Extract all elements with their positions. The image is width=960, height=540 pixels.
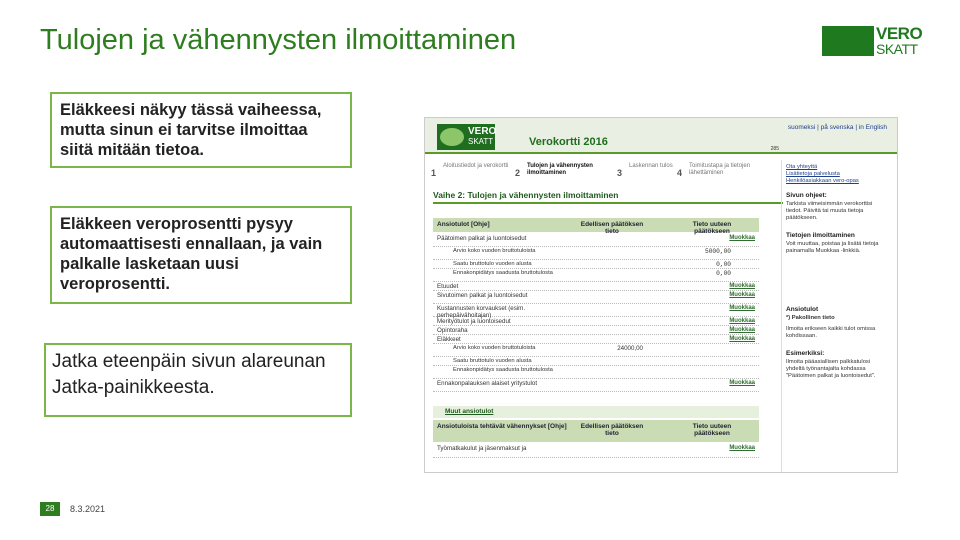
row-label: Ennakonpalauksen alaiset yritystulot	[437, 380, 538, 387]
table-row	[433, 291, 759, 304]
required-note: *) Pakollinen tieto	[786, 315, 835, 321]
edit-link[interactable]: Muokkaa	[729, 318, 755, 324]
step-number: 1	[431, 168, 437, 178]
step-label: Laskennan tulos	[629, 163, 673, 169]
slide-title: Tulojen ja vähennysten ilmoittaminen	[40, 24, 517, 56]
edit-link[interactable]: Muokkaa	[729, 336, 755, 342]
screenshot-verokortti	[424, 117, 898, 473]
step-label: Toimitustapa ja tietojen lähettäminen	[689, 163, 751, 176]
edit-link[interactable]: Muokkaa	[729, 235, 755, 241]
table-row	[433, 326, 759, 335]
table-row	[433, 344, 759, 357]
edit-link[interactable]: Muokkaa	[729, 283, 755, 289]
col-new: Tieto uuteen päätökseen	[692, 423, 732, 437]
phase-divider	[433, 202, 783, 204]
edit-link[interactable]: Muokkaa	[729, 445, 755, 451]
user-id: 285	[770, 146, 779, 152]
callout-pension-visible: Eläkkeesi näkyy tässä vaiheessa, mutta sinun ei tarvitse ilmoittaa siitä mitään tietoa.	[50, 92, 352, 168]
row-label: Arvio koko vuoden bruttotuloista	[453, 345, 536, 351]
income-table-header	[433, 218, 759, 235]
more-income-link[interactable]	[433, 406, 759, 418]
earnings-help-text: Ilmoita erikseen kaikki tulot omissa kohdissaan.	[786, 326, 876, 339]
page-number: 28	[40, 502, 60, 516]
table-row	[433, 444, 759, 458]
phase-title: Vaihe 2: Tulojen ja vähennysten ilmoittaminen	[433, 190, 619, 200]
leaf-icon	[440, 128, 464, 146]
step-indicator	[431, 160, 781, 186]
example-text: Ilmoita pääasiallisen palkkatulosi yhdeltä työnantajalta kohdassa "Päätoimen palkat ja luontoisedut".	[786, 359, 876, 379]
table-row	[433, 260, 759, 269]
table-row	[433, 304, 759, 317]
table-row	[433, 282, 759, 291]
step-number: 2	[515, 168, 521, 178]
service-info-link[interactable]: Lisätietoja palvelusta	[786, 171, 840, 177]
row-label: Merityötulot ja luontoisedut	[437, 318, 511, 325]
example-title: Esimerkiksi:	[786, 350, 825, 357]
edit-link[interactable]: Muokkaa	[729, 327, 755, 333]
row-label: Eläkkeet	[437, 336, 461, 343]
row-label: Sivutoimen palkat ja luontoisedut	[437, 292, 528, 299]
table-row	[433, 317, 759, 326]
logo-word-2: SKATT	[876, 41, 918, 57]
income-help-title: Tietojen ilmoittaminen	[786, 232, 855, 239]
help-sidebar	[781, 160, 891, 472]
new-value: 5000,00	[705, 248, 731, 255]
row-label: Kustannusten korvaukset (esim. perhepäivähoitajan)	[437, 305, 526, 319]
guide-title: Sivun ohjeet:	[786, 192, 827, 199]
row-label: Arvio koko vuoden bruttotuloista	[453, 248, 536, 254]
col-income: Ansiotulot [Ohje]	[437, 221, 490, 228]
guide-text: Tarkista viimeisimmän verokorttisi tiedot. Päivitä tai muuta tietoja päätökseen.	[786, 201, 873, 221]
col-previous: Edellisen päätöksen tieto	[580, 423, 644, 437]
table-row	[433, 379, 759, 392]
table-row	[433, 247, 759, 260]
row-label: Päätoimen palkat ja luontoisedut	[437, 235, 527, 242]
screen-header	[425, 118, 897, 154]
row-label: Opintoraha	[437, 327, 468, 334]
earnings-help-title: Ansiotulot	[786, 306, 819, 313]
logo-word-1: VERO	[876, 24, 923, 43]
row-label: Etuudet	[437, 283, 459, 290]
contact-link[interactable]: Ota yhteyttä	[786, 164, 818, 170]
logo-mark	[822, 26, 874, 56]
tax-guide-link[interactable]: Henkilöasiakkaan vero-opas	[786, 178, 859, 184]
deductions-table-header	[433, 420, 759, 442]
callout-continue: Jatka eteenpäin sivun alareunan Jatka-painikkeesta.	[44, 343, 352, 417]
previous-value: 24000,00	[617, 345, 643, 352]
table-row	[433, 357, 759, 366]
row-label: Saatu bruttotulo vuoden alusta	[453, 261, 532, 267]
step-number: 3	[617, 168, 623, 178]
screen-heading: Verokortti 2016	[529, 136, 608, 148]
screen-logo	[437, 124, 495, 150]
step-2	[515, 160, 601, 184]
row-label: Ennakonpidätys saadusta bruttotulosta	[453, 367, 553, 373]
slide-date: 8.3.2021	[70, 504, 106, 514]
new-value: 0,00	[716, 261, 731, 268]
step-1	[431, 160, 517, 184]
step-number: 4	[677, 168, 683, 178]
col-new: Tieto uuteen päätökseen	[692, 221, 732, 235]
edit-link[interactable]: Muokkaa	[729, 380, 755, 386]
col-deductions: Ansiotuloista tehtävät vähennykset [Ohje]	[437, 423, 567, 430]
step-4	[677, 160, 763, 184]
row-label: Ennakonpidätys saadusta bruttotulosta	[453, 270, 553, 276]
vero-logo	[822, 24, 923, 58]
callout-tax-rate: Eläkkeen veroprosentti pysyy automaattisesti ennallaan, ja vain palkalle lasketaan uusi veroprosentti.	[50, 206, 352, 304]
more-income-label[interactable]: Muut ansiotulot	[445, 408, 494, 415]
table-row	[433, 269, 759, 282]
table-row	[433, 366, 759, 379]
language-links[interactable]: suomeksi | på svenska | in English	[787, 124, 887, 131]
screen-logo-word-1: VERO	[468, 126, 497, 137]
edit-link[interactable]: Muokkaa	[729, 305, 755, 311]
screen-logo-word-2: SKATT	[468, 137, 494, 146]
table-row	[433, 234, 759, 247]
new-value: 0,00	[716, 270, 731, 277]
row-label: Työmatkakulut ja jäsenmaksut ja	[437, 445, 527, 452]
row-label: Saatu bruttotulo vuoden alusta	[453, 358, 532, 364]
edit-link[interactable]: Muokkaa	[729, 292, 755, 298]
step-label: Tulojen ja vähennysten ilmoittaminen	[527, 163, 593, 176]
income-help-text: Voit muuttaa, poistaa ja lisätä tietoja painamalla Muokkaa -linkkiä.	[786, 241, 879, 254]
step-label: Aloitustiedot ja verokortti	[443, 163, 509, 169]
col-previous: Edellisen päätöksen tieto	[580, 221, 644, 235]
table-row	[433, 335, 759, 344]
